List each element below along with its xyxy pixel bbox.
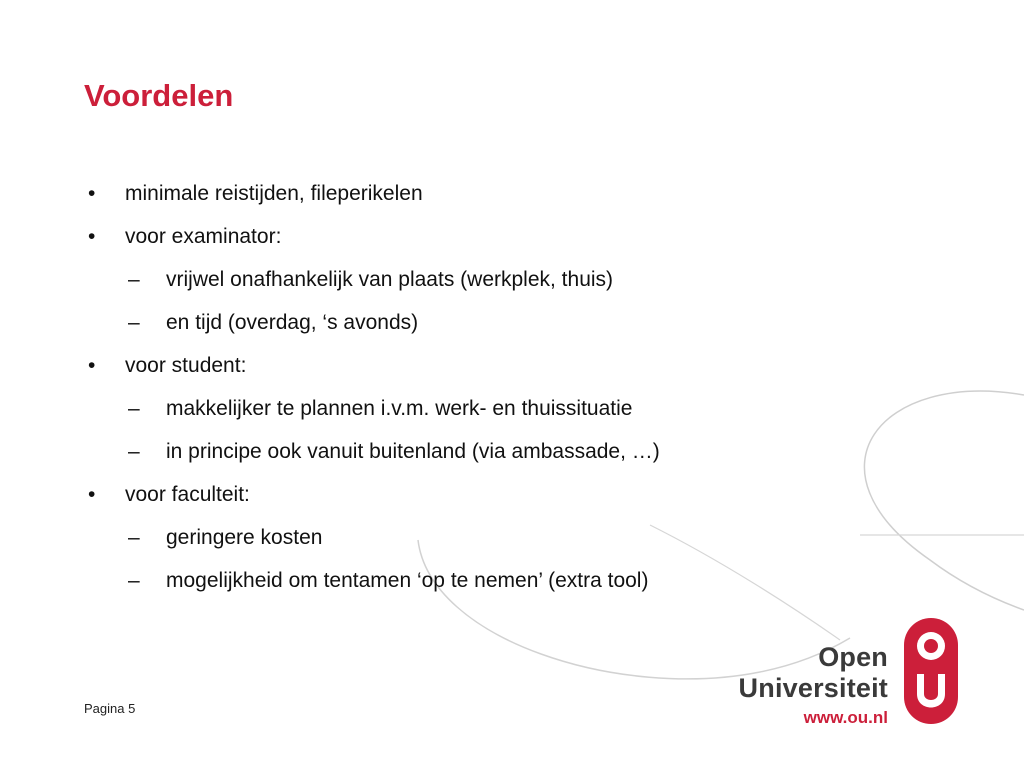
sub-bullet-text: geringere kosten bbox=[166, 526, 323, 549]
sub-bullet-text: en tijd (overdag, ‘s avonds) bbox=[166, 311, 419, 334]
dash-marker: – bbox=[128, 440, 140, 463]
dash-marker: – bbox=[128, 311, 140, 334]
slide-title: Voordelen bbox=[84, 78, 234, 113]
ou-logo-icon bbox=[902, 616, 960, 726]
bullet-text: voor examinator: bbox=[125, 225, 282, 248]
sub-bullet-text: vrijwel onafhankelijk van plaats (werkplek, thuis) bbox=[166, 268, 614, 291]
logo-wordmark bbox=[666, 642, 888, 728]
bullet-marker: • bbox=[88, 182, 96, 205]
bullet-marker: • bbox=[88, 483, 96, 506]
sub-bullet-text: makkelijker te plannen i.v.m. werk- en thuissituatie bbox=[166, 397, 633, 420]
dash-marker: – bbox=[128, 526, 140, 549]
bullet-text: voor student: bbox=[125, 354, 247, 377]
page-number: Pagina 5 bbox=[84, 701, 136, 716]
bullet-marker: • bbox=[88, 354, 96, 377]
bullet-marker: • bbox=[88, 225, 96, 248]
bullet-text: minimale reistijden, fileperikelen bbox=[125, 182, 423, 205]
sub-bullet-text: mogelijkheid om tentamen ‘op te nemen’ (extra tool) bbox=[166, 569, 649, 592]
dash-marker: – bbox=[128, 268, 140, 291]
bullet-text: voor faculteit: bbox=[125, 483, 250, 506]
dash-marker: – bbox=[128, 569, 140, 592]
logo-url: www.ou.nl bbox=[803, 708, 888, 727]
dash-marker: – bbox=[128, 397, 140, 420]
logo-name: Open Universiteit bbox=[738, 642, 888, 703]
sub-bullet-text: in principe ook vanuit buitenland (via ambassade, …) bbox=[166, 440, 660, 463]
